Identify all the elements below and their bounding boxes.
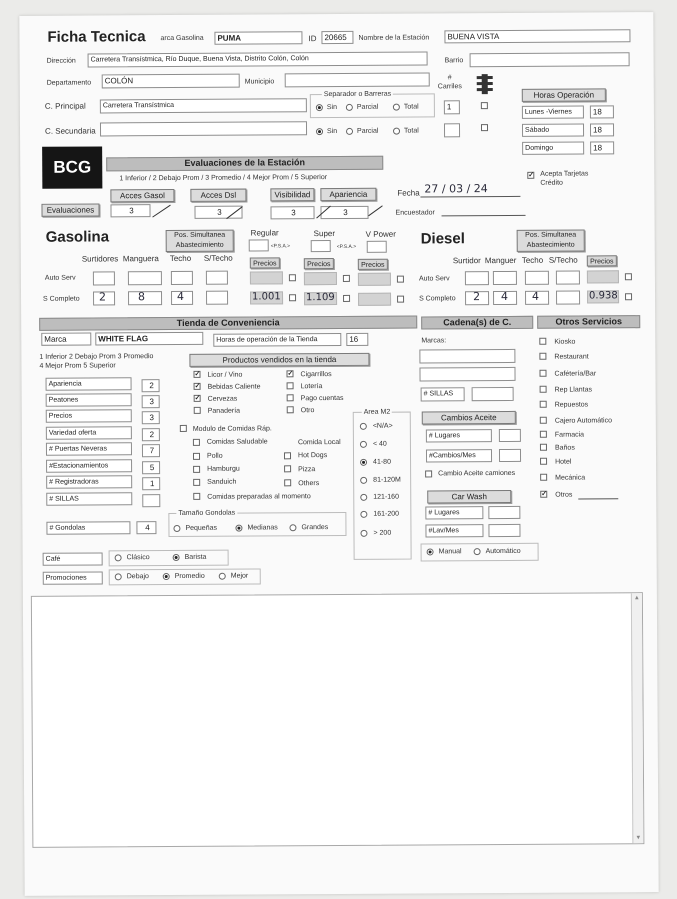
super-label: Super xyxy=(313,229,336,239)
carriles-label: Carriles xyxy=(437,83,462,91)
barrio-label: Barrio xyxy=(444,57,464,65)
car-wash-button[interactable]: Car Wash xyxy=(427,490,511,504)
dsl-sc-check[interactable] xyxy=(625,293,632,300)
dsl-as-surtidor[interactable] xyxy=(465,271,489,285)
food-others-label: Others xyxy=(298,480,320,488)
food-pollo-label: Pollo xyxy=(206,452,223,460)
direccion-field[interactable]: Carretera Transístmica, Río Duque, Buena Vista, Distrito Colón, Colón xyxy=(88,51,428,67)
gas-sc-super-check[interactable] xyxy=(343,295,350,302)
dsl-sc-techo-value: 4 xyxy=(532,289,540,303)
svc-repuestos-label: Repuestos xyxy=(554,401,589,409)
gas-as-surtidores[interactable] xyxy=(93,271,115,285)
preparadas-check[interactable] xyxy=(193,493,200,500)
gas-sc-vpower-check[interactable] xyxy=(397,296,404,303)
modulo-check[interactable] xyxy=(180,425,187,432)
vpower-psa-field[interactable] xyxy=(367,241,387,253)
principal-sin-label: Sin xyxy=(326,104,338,112)
gas-autoserv-label: Auto Serv xyxy=(44,274,76,282)
tamano-label: Tamaño Gondolas xyxy=(178,509,236,517)
tienda-scale-1: 1 Inferior 2 Debajo Prom 3 Promedio xyxy=(39,353,154,361)
svc-otros-check[interactable]: ✓ xyxy=(541,490,548,498)
tienda-scale-2: 4 Mejor Prom 5 Superior xyxy=(39,362,116,370)
rating-label-apariencia: Apariencia xyxy=(46,377,132,391)
cambios-aceite-button[interactable]: Cambios Aceite xyxy=(422,411,516,425)
cw-lugares-label: # Lugares xyxy=(425,506,483,519)
marcas-field-1[interactable] xyxy=(419,349,515,364)
tienda-header: Tienda de Conveniencia xyxy=(39,316,417,331)
food-others-check[interactable] xyxy=(284,479,291,486)
secundaria-total-radio[interactable] xyxy=(393,128,400,135)
food-sanduich-label: Sanduich xyxy=(207,478,237,486)
gas-as-manguera[interactable] xyxy=(128,271,162,285)
cw-lav-mes-label: #Lav/Mes xyxy=(425,524,483,537)
regular-label: Regular xyxy=(250,228,279,238)
prod-loteria-label: Lotería xyxy=(300,383,323,391)
departamento-field[interactable]: COLÓN xyxy=(102,74,240,89)
prod-otro-label: Otro xyxy=(300,407,315,415)
principal-field[interactable]: Carretera Transístmica xyxy=(100,98,307,113)
gas-as-regular-check[interactable] xyxy=(289,274,296,281)
ca-lugares-field[interactable] xyxy=(499,429,521,442)
area-na-label: <N/A> xyxy=(372,422,393,430)
lunes-viernes-field[interactable]: 18 xyxy=(590,105,614,118)
secundaria-total-label: Total xyxy=(404,127,419,135)
prod-panaderia-label: Panadería xyxy=(207,407,241,415)
rating-label-sillas: # SILLAS xyxy=(46,492,132,506)
principal-sin-radio[interactable] xyxy=(316,104,323,111)
scroll-down-icon[interactable]: ▼ xyxy=(635,835,642,842)
preparadas-label: Comidas preparadas al momento xyxy=(207,493,311,501)
gas-col-surtidores: Surtidores xyxy=(81,254,119,264)
promo-mejor-label: Mejor xyxy=(230,572,249,580)
evaluaciones-header: Evaluaciones de la Estación xyxy=(106,156,383,172)
prod-cigarrillos-label: Cigarrillos xyxy=(300,371,332,379)
svc-banos-check[interactable] xyxy=(540,444,547,451)
secundaria-label: C. Secundaria xyxy=(44,126,96,136)
acces-gasol-button[interactable]: Acces Gasol xyxy=(110,189,174,202)
carriles-hash: # xyxy=(447,74,452,82)
secundaria-sin-radio[interactable] xyxy=(316,128,323,135)
encuestador-line xyxy=(442,215,526,217)
marcas-field-2[interactable] xyxy=(419,367,515,382)
secundaria-sin-label: Sin xyxy=(327,128,338,136)
eval-acces-gasol[interactable]: 3 xyxy=(110,204,150,217)
principal-parcial-label: Parcial xyxy=(356,103,379,111)
dsl-autoserv-label: Auto Serv xyxy=(418,275,450,283)
area-81-120-radio[interactable] xyxy=(360,477,367,484)
precios-regular-button[interactable]: Precios xyxy=(250,257,280,268)
rating-label-variedad: Variedad oferta xyxy=(46,426,132,440)
gas-scompleto-label: S Completo xyxy=(43,295,80,303)
svc-farmacia-label: Farmacia xyxy=(554,431,585,439)
svc-hotel-label: Hotel xyxy=(555,458,572,466)
rating-label-estacionamientos: #Estacionamientos xyxy=(46,459,132,473)
tam-medianas-radio[interactable] xyxy=(235,525,242,532)
area-41-80-radio[interactable] xyxy=(360,459,367,466)
super-psa-field[interactable] xyxy=(311,240,331,252)
sabado-label: Sábado xyxy=(522,123,584,136)
precios-vpower-button[interactable]: Precios xyxy=(358,259,388,270)
food-sanduich-check[interactable] xyxy=(193,479,200,486)
super-psa-label: <P.S.A.> xyxy=(336,243,357,251)
svc-llantas-check[interactable] xyxy=(540,386,547,393)
area-na-radio[interactable] xyxy=(360,423,367,430)
gas-as-techo[interactable] xyxy=(171,271,193,285)
prod-panaderia-check[interactable] xyxy=(194,407,201,414)
svc-mecanica-check[interactable] xyxy=(540,474,547,481)
marca-label: arca Gasolina xyxy=(160,34,204,43)
tienda-horas-field[interactable]: 16 xyxy=(346,333,368,346)
wash-manual-label: Manual xyxy=(438,548,462,556)
wash-automatico-label: Automático xyxy=(485,547,521,556)
tam-medianas-label: Medianas xyxy=(247,524,278,532)
bcg-logo: BCG xyxy=(42,146,102,188)
comida-local-label: Comida Local xyxy=(297,438,341,447)
separador-label: Separador o Barreras xyxy=(323,90,392,99)
diesel-pos-button[interactable]: Pos. Simultanea Abastecimiento xyxy=(517,229,585,251)
area-121-160-radio[interactable] xyxy=(360,494,367,501)
svc-restaurant-check[interactable] xyxy=(539,353,546,360)
gas-as-super-check[interactable] xyxy=(343,275,350,282)
promociones-label: Promociones xyxy=(43,571,103,584)
secundaria-carriles[interactable] xyxy=(444,123,460,137)
evaluaciones-button[interactable]: Evaluaciones xyxy=(41,203,99,216)
area-121-160-label: 121-160 xyxy=(373,493,399,501)
traffic-lanes-icon xyxy=(476,73,494,95)
promo-mejor-radio[interactable] xyxy=(219,573,226,580)
ca-cambios-mes-label: #Cambios/Mes xyxy=(426,449,492,462)
svc-cajero-check[interactable] xyxy=(540,417,547,424)
gasolina-pos-button[interactable]: Pos. Simultanea Abastecimiento xyxy=(166,230,234,252)
horas-operacion-button[interactable]: Horas Operación xyxy=(522,88,606,102)
estacion-field[interactable]: BUENA VISTA xyxy=(444,29,630,43)
regular-psa-label: <P.S.A.> xyxy=(270,243,291,250)
principal-total-radio[interactable] xyxy=(393,104,400,111)
dsl-col-stecho: S/Techo xyxy=(548,255,578,265)
svc-hotel-check[interactable] xyxy=(540,458,547,465)
ca-cambios-mes-field[interactable] xyxy=(499,449,521,462)
cafe-clasico-label: Clásico xyxy=(126,554,150,562)
food-hotdogs-label: Hot Dogs xyxy=(297,452,328,460)
cafe-clasico-radio[interactable] xyxy=(115,554,122,561)
prod-pago-label: Pago cuentas xyxy=(300,394,344,403)
gas-as-stecho[interactable] xyxy=(206,271,228,285)
prod-cervezas-check[interactable]: ✓ xyxy=(194,394,201,402)
food-pizza-check[interactable] xyxy=(284,465,291,472)
gas-sc-surtidores-value: 2 xyxy=(98,290,107,304)
dsl-as-stecho[interactable] xyxy=(556,271,580,285)
dsl-col-techo: Techo xyxy=(521,255,544,265)
productos-button[interactable]: Productos vendidos en la tienda xyxy=(189,353,369,367)
eval-visibilidad[interactable]: 3 xyxy=(270,206,314,219)
gondolas-field[interactable]: 4 xyxy=(136,521,156,534)
prod-pago-check[interactable] xyxy=(287,394,294,401)
svc-cajero-label: Cajero Automático xyxy=(554,417,613,425)
notes-textarea[interactable] xyxy=(31,592,645,848)
prod-bebidas-label: Bebidas Caliente xyxy=(207,383,261,391)
area-161-200-radio[interactable] xyxy=(360,511,367,518)
prod-cigarrillos-check[interactable]: ✓ xyxy=(287,370,294,378)
food-hamburgu-label: Hamburgu xyxy=(207,465,240,473)
id-field[interactable]: 20665 xyxy=(321,31,353,44)
camiones-label: Cambio Aceite camiones xyxy=(438,469,516,478)
gas-as-precio-regular[interactable] xyxy=(250,271,283,284)
area-200-label: > 200 xyxy=(373,529,392,537)
scroll-up-icon[interactable]: ▲ xyxy=(633,595,640,602)
svc-farmacia-check[interactable] xyxy=(540,431,547,438)
gas-col-techo: Techo xyxy=(169,253,192,264)
cw-lav-mes-field[interactable] xyxy=(488,524,520,537)
sabado-field[interactable]: 18 xyxy=(590,123,614,136)
cafe-label: Café xyxy=(43,552,103,565)
food-hotdogs-check[interactable] xyxy=(284,452,291,459)
dsl-col-surtidor: Surtidor xyxy=(452,256,481,266)
gas-sc-manguera-value: 8 xyxy=(137,290,146,304)
form-sheet xyxy=(19,12,658,896)
food-hamburgu-check[interactable] xyxy=(193,466,200,473)
svc-otros-label: Otros xyxy=(555,491,573,499)
form-title: Ficha Tecnica xyxy=(47,28,146,46)
rating-value-peatones[interactable]: 3 xyxy=(142,395,160,408)
precios-diesel-button[interactable]: Precios xyxy=(587,255,617,266)
svc-llantas-label: Rep Llantas xyxy=(554,386,592,394)
prod-otro-check[interactable] xyxy=(287,406,294,413)
otros-header: Otros Servicios xyxy=(537,315,640,329)
gas-sc-precio-regular-value: 1.001 xyxy=(252,291,281,303)
notes-scrollbar[interactable] xyxy=(631,593,644,843)
food-pollo-check[interactable] xyxy=(193,453,200,460)
area-161-200-label: 161-200 xyxy=(373,510,400,518)
cw-lugares-field[interactable] xyxy=(488,506,520,519)
rating-label-puertas: # Puertas Neveras xyxy=(46,442,132,456)
promo-promedio-radio[interactable] xyxy=(163,573,170,580)
gas-as-precio-vpower[interactable] xyxy=(358,273,391,286)
marca-field[interactable]: PUMA xyxy=(214,31,302,45)
gas-sc-techo-value: 4 xyxy=(176,289,185,303)
dsl-as-techo[interactable] xyxy=(525,271,549,285)
eval-acces-dsl[interactable]: 3 xyxy=(194,206,242,219)
prod-loteria-check[interactable] xyxy=(287,382,294,389)
svc-restaurant-label: Restaurant xyxy=(554,353,589,361)
principal-label: C. Principal xyxy=(44,101,86,111)
apariencia-button[interactable]: Apariencia xyxy=(320,188,376,201)
tienda-horas-label: Horas de operación de la Tienda xyxy=(213,333,341,347)
lunes-viernes-label: Lunes -Viernes xyxy=(522,105,584,118)
rating-label-peatones: Peatones xyxy=(46,393,132,407)
municipio-field[interactable] xyxy=(285,72,430,87)
rating-label-precios: Precios xyxy=(46,409,132,423)
cafe-barista-label: Barista xyxy=(184,553,207,561)
dsl-sc-precio-value: 0.938 xyxy=(589,290,618,302)
gas-sc-precio-vpower[interactable] xyxy=(358,293,391,306)
dsl-scompleto-label: S Completo xyxy=(419,295,456,303)
dsl-col-manguer: Manguer xyxy=(484,255,517,266)
prod-cervezas-label: Cervezas xyxy=(207,395,238,403)
camiones-check[interactable] xyxy=(425,470,432,477)
cadenas-header: Cadena(s) de C. xyxy=(421,316,533,330)
tienda-marca-label: Marca xyxy=(41,333,91,346)
rating-value-precios[interactable]: 3 xyxy=(142,411,160,424)
tam-pequenas-radio[interactable] xyxy=(173,525,180,532)
gasolina-title: Gasolina xyxy=(45,228,110,246)
food-pizza-label: Pizza xyxy=(298,466,316,474)
svc-cafeteria-label: Cafétería/Bar xyxy=(554,370,597,378)
area-41-80-label: 41-80 xyxy=(373,458,391,466)
cafe-barista-radio[interactable] xyxy=(173,554,180,561)
prod-licor-check[interactable]: ✓ xyxy=(194,370,201,378)
svc-cafeteria-check[interactable] xyxy=(539,370,546,377)
visibilidad-button[interactable]: Visibilidad xyxy=(270,188,314,201)
precios-super-button[interactable]: Precios xyxy=(304,258,334,269)
tam-pequenas-label: Pequeñas xyxy=(185,524,218,532)
cad-sillas-field[interactable] xyxy=(472,387,514,401)
direccion-label: Dirección xyxy=(46,57,76,65)
principal-total-label: Total xyxy=(403,103,419,111)
gas-as-vpower-check[interactable] xyxy=(397,276,404,283)
dsl-sc-stecho[interactable] xyxy=(556,291,580,305)
rating-value-apariencia[interactable]: 2 xyxy=(142,379,160,392)
fecha-line xyxy=(420,196,520,198)
svc-kiosko-check[interactable] xyxy=(539,338,546,345)
rating-value-puertas[interactable]: 7 xyxy=(142,444,160,457)
dsl-as-precio[interactable] xyxy=(587,270,619,283)
dsl-as-check[interactable] xyxy=(625,273,632,280)
rating-value-sillas[interactable] xyxy=(142,494,160,507)
regular-psa-field[interactable] xyxy=(249,239,269,251)
evaluaciones-scale: 1 Inferior / 2 Debajo Prom / 3 Promedio / 4 Mejor Prom / 5 Superior xyxy=(119,174,328,183)
departamento-label: Departamento xyxy=(46,79,92,87)
area-40-label: < 40 xyxy=(372,440,387,448)
principal-parcial-radio[interactable] xyxy=(346,104,353,111)
acces-dsl-button[interactable]: Acces Dsl xyxy=(190,189,246,202)
area-label: Area M2 xyxy=(363,408,391,416)
comidas-saludable-label: Comidas Saludable xyxy=(206,438,268,446)
gas-as-precio-super[interactable] xyxy=(304,272,337,285)
eval-apariencia[interactable]: 3 xyxy=(320,206,368,219)
fecha-label: Fecha xyxy=(397,188,420,198)
vpower-label: V Power xyxy=(365,229,396,239)
secundaria-parcial-label: Parcial xyxy=(357,127,379,135)
secundaria-field[interactable] xyxy=(100,121,307,136)
dsl-as-manguer[interactable] xyxy=(493,271,517,285)
dsl-sc-surtidor-value: 2 xyxy=(473,290,481,304)
modulo-label: Modulo de Comidas Ráp. xyxy=(192,425,272,433)
diesel-title: Diesel xyxy=(420,230,465,248)
barrio-field[interactable] xyxy=(470,52,630,67)
gas-col-manguera: Manguera xyxy=(122,254,159,264)
svc-mecanica-label: Mecánica xyxy=(555,474,586,482)
svc-kiosko-label: Kiosko xyxy=(554,338,576,346)
svc-repuestos-check[interactable] xyxy=(540,401,547,408)
tarjetas-checkbox[interactable]: ✓ xyxy=(528,171,535,179)
cad-sillas-label: # SILLAS xyxy=(421,387,465,401)
rating-value-estacionamientos[interactable]: 5 xyxy=(142,461,160,474)
gas-sc-stecho[interactable] xyxy=(206,291,228,305)
secundaria-parcial-radio[interactable] xyxy=(346,128,353,135)
svc-banos-label: Baños xyxy=(554,444,575,452)
rating-value-variedad[interactable]: 2 xyxy=(142,428,160,441)
prod-licor-label: Licor / Vino xyxy=(207,371,243,379)
gas-sc-regular-check[interactable] xyxy=(289,294,296,301)
fecha-handwritten: 27 / 03 / 24 xyxy=(424,182,488,196)
tienda-marca-field[interactable]: WHITE FLAG xyxy=(95,332,203,346)
svc-otros-line xyxy=(578,498,618,499)
comidas-saludable-check[interactable] xyxy=(193,439,200,446)
estacion-label: Nombre de la Estación xyxy=(358,34,430,42)
gondolas-label: # Gondolas xyxy=(46,521,130,535)
principal-check[interactable] xyxy=(481,102,488,109)
wash-manual-radio[interactable] xyxy=(427,548,434,555)
pen-strokes xyxy=(130,196,400,228)
rating-label-registradoras: # Registradoras xyxy=(46,475,132,489)
domingo-label: Domingo xyxy=(522,141,584,154)
id-label: ID xyxy=(308,34,317,44)
principal-carriles[interactable]: 1 xyxy=(444,100,460,114)
municipio-label: Municipio xyxy=(244,78,275,86)
promo-debajo-label: Debajo xyxy=(126,573,149,581)
wash-automatico-radio[interactable] xyxy=(474,548,481,555)
tam-grandes-label: Grandes xyxy=(301,524,329,532)
area-group xyxy=(353,412,412,560)
promo-promedio-label: Promedio xyxy=(174,572,205,581)
prod-bebidas-check[interactable]: ✓ xyxy=(194,382,201,390)
ca-lugares-label: # Lugares xyxy=(426,429,492,442)
secundaria-check[interactable] xyxy=(481,124,488,131)
area-40-radio[interactable] xyxy=(360,441,367,448)
tarjetas-label: Acepta Tarjetas Crédito xyxy=(540,170,589,187)
area-81-120-label: 81-120M xyxy=(373,476,401,484)
domingo-field[interactable]: 18 xyxy=(590,141,614,154)
promo-debajo-radio[interactable] xyxy=(115,573,122,580)
dsl-sc-manguer-value: 4 xyxy=(501,289,509,304)
area-200-radio[interactable] xyxy=(360,530,367,537)
encuestador-label: Encuestador xyxy=(395,209,435,217)
marcas-label: Marcas: xyxy=(421,337,447,345)
rating-value-registradoras[interactable]: 1 xyxy=(142,477,160,490)
gas-sc-precio-super-value: 1.109 xyxy=(306,292,335,304)
gas-col-stecho: S/Techo xyxy=(203,253,233,263)
tam-grandes-radio[interactable] xyxy=(289,524,296,531)
